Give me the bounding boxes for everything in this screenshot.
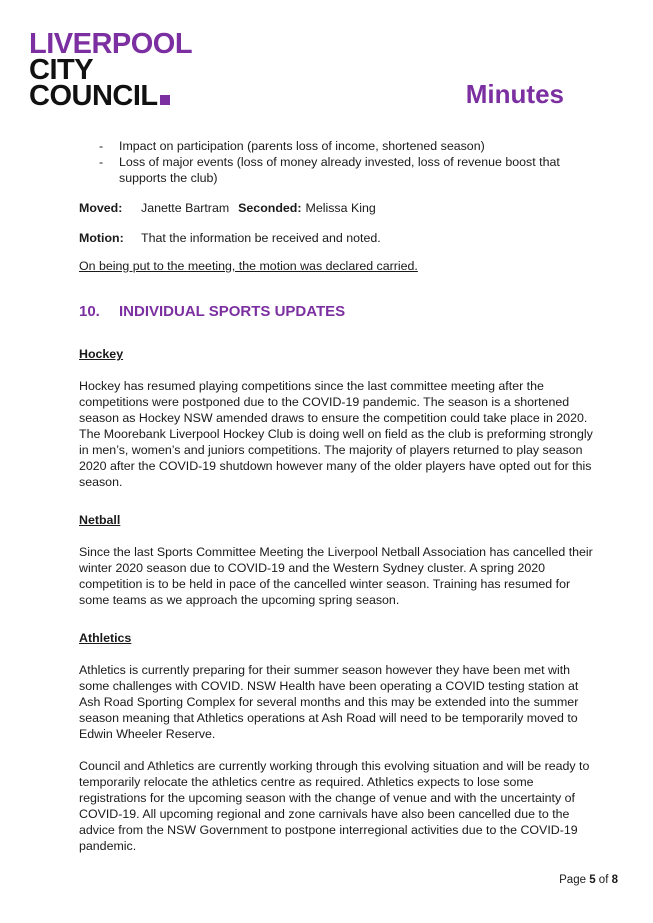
page-of: of [598, 874, 609, 886]
moved-value: Janette Bartram [141, 201, 230, 215]
seconded-label: Seconded: [238, 201, 302, 215]
section-title: INDIVIDUAL SPORTS UPDATES [119, 303, 346, 320]
bullet-dash: - [99, 155, 104, 169]
section-number: 10. [79, 303, 100, 320]
page-number [559, 874, 618, 886]
section-heading [79, 304, 594, 320]
list-item [99, 154, 594, 186]
bullet-dash: - [99, 139, 104, 153]
seconded-value: Melissa King [305, 201, 376, 215]
motion-value: That the information be received and noted. [141, 231, 381, 245]
athletics-paragraph-2: Council and Athletics are currently working through this evolving situation and will be ready to temporarily relocate the athletics centre as required. Athletics expects to lose some registrations for the upcoming season with the change of venue and with the uncertainty of COVID-19. All upcoming regional and zone carnivals have also been cancelled due to the advice from the NSW Government to postpone interregional activities due to the COVID-19 pandemic. [79, 759, 590, 853]
motion-row [79, 230, 594, 246]
council-logo [29, 28, 209, 113]
athletics-paragraph-1: Athletics is currently preparing for their summer season however they have been met with some challenges with COVID. NSW Health have been operating a COVID testing station at Ash Road Sporting Complex for several months and this may be extended into the summer season meaning that Athletics operations at Ash Road will need to be temporarily moved to Edwin Wheeler Reserve. [79, 663, 579, 741]
athletics-heading: Athletics [79, 631, 132, 645]
motion-outcome: On being put to the meeting, the motion was declared carried. [79, 259, 418, 273]
moved-row [79, 200, 594, 216]
logo-block-icon [160, 95, 170, 105]
hockey-paragraph: Hockey has resumed playing competitions since the last committee meeting after the competitions were postponed due to the COVID-19 pandemic. The season is a shortened season as Hockey NSW amended draws to ensure the competition could take place in 2020. The Moorebank Liverpool Hockey Club is doing well on field as the club is preforming strongly in men’s, women’s and juniors competitions. The majority of players returned to play season 2020 after the COVID-19 shutdown however many of the older players have opted out for this season. [79, 379, 593, 489]
bullet-text: Impact on participation (parents loss of income, shortened season) [119, 139, 485, 153]
page-current: 5 [589, 874, 596, 886]
netball-paragraph: Since the last Sports Committee Meeting the Liverpool Netball Association has cancelled their winter 2020 season due to COVID-19 and the Western Sydney cluster. A spring 2020 competition is to be held in pace of the cancelled winter season. Training has resumed for some teams as we approach the upcoming spring season. [79, 545, 593, 607]
moved-label: Moved: [79, 201, 123, 215]
logo-line-liverpool: LIVERPOOL [29, 28, 193, 60]
bullet-text: Loss of major events (loss of money already invested, loss of revenue boost that supports the club) [119, 155, 560, 185]
motion-label: Motion: [79, 231, 124, 245]
hockey-heading: Hockey [79, 347, 124, 361]
logo-line-council: COUNCIL [29, 80, 158, 112]
netball-heading: Netball [79, 513, 121, 527]
document-title: Minutes [465, 79, 564, 109]
minutes-content [79, 138, 594, 854]
page-prefix: Page [559, 874, 586, 886]
list-item [99, 138, 594, 154]
page-total: 8 [611, 874, 618, 886]
logo-line-council-wrap [29, 80, 209, 112]
impact-bullet-list [99, 138, 594, 186]
logo-line-city: CITY [29, 54, 94, 86]
